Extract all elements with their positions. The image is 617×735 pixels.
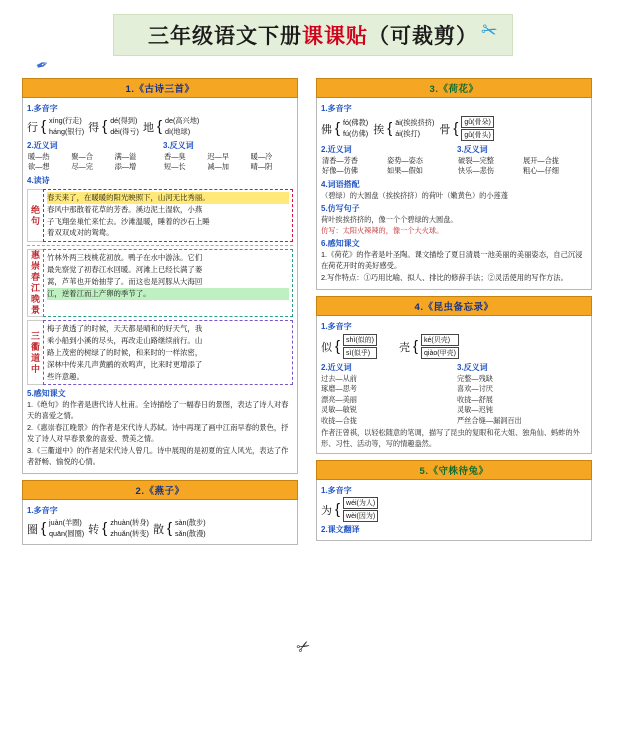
brace-icon: { — [102, 117, 108, 135]
duoyin-reading: zhuǎn(转变) — [110, 529, 149, 539]
label-duoyinzi-1: 1.多音字 — [27, 104, 58, 113]
word-pair: 粗心—仔细 — [523, 166, 559, 176]
gankuai-item: 2.写作特点：①巧用比喻、拟人、排比的修辞手法；②灵活使用的写作方法。 — [321, 273, 568, 283]
label-jinyici-1: 2.近义词 — [27, 141, 58, 150]
lesson-3-block — [316, 98, 592, 290]
poem-text — [43, 249, 293, 317]
duoyin-item — [321, 334, 377, 359]
fangxie-answer: 仿写：太阳火辣辣的，像一个大火球。 — [321, 225, 444, 235]
lesson-5-block — [316, 480, 592, 541]
brace-icon: { — [413, 337, 419, 355]
duoyin-item — [321, 497, 587, 522]
duoyin-item — [27, 518, 84, 539]
duoyin-char: 圈 — [27, 523, 38, 536]
gankuai-item: 3.《三衢道中》的作者是宋代诗人曾几。诗中展现的是初夏的宜人风光，表达了作者舒畅、愉悦的心情。 — [27, 446, 289, 467]
duoyin-char: 转 — [88, 523, 100, 536]
brace-icon: { — [102, 519, 108, 537]
word-pair: 短—长 — [164, 162, 186, 172]
label-fanyici-4: 3.反义词 — [457, 363, 488, 372]
duoyin-reading: dé(得到) — [110, 116, 138, 125]
gankuai-item: 2.《惠崇春江晚景》的作者是宋代诗人苏轼。诗中再现了画中江南早春的景色，抒发了诗人对早春景象的喜爱、赞美之情。 — [27, 423, 289, 444]
word-pair: 喜欢—讨厌 — [457, 384, 493, 394]
label-gankuai-1: 5.感知课文 — [27, 389, 66, 399]
poem-line: 些许意趣。 — [47, 371, 84, 381]
lesson-5-header: 5.《守株待兔》 — [316, 460, 592, 480]
pen-flourish-icon: ✒ — [33, 55, 52, 76]
lesson-2-header: 2.《燕子》 — [22, 480, 298, 500]
page-title — [148, 20, 478, 50]
duoyin-item — [321, 116, 368, 141]
poem-jueju — [27, 189, 293, 242]
poem-title: 绝句 — [27, 189, 43, 242]
word-pair: 琢磨—思考 — [321, 384, 357, 394]
syn-ant-row-3 — [321, 142, 587, 177]
duoyin-char: 骨 — [439, 123, 451, 136]
word-pair: 减—加 — [207, 162, 229, 172]
duoyin-reading: děi(得亏) — [110, 127, 139, 136]
poem-line: 乘小船到小溪的尽头，再改走山路继续前行。山 — [47, 336, 203, 346]
word-pair: 添—增 — [114, 162, 137, 172]
word-pair: 完整—残缺 — [457, 374, 493, 383]
poem-line: 春天来了，在暖暖的阳光映照下，山河无比秀丽。 — [47, 192, 289, 204]
duoyin-char: 似 — [321, 341, 332, 354]
label-duoyinzi-3: 1.多音字 — [321, 104, 352, 113]
duoyin-reading: juàn(羊圈) — [49, 518, 82, 528]
label-keyifanyi: 2.课文翻译 — [321, 525, 360, 535]
duoyin-group-3 — [321, 115, 587, 142]
gankuai-item: 1.《荷花》的作者是叶圣陶。课文描绘了夏日清晨一池美丽的美丽姿态，自己沉浸在荷花开时的美好感受。 — [321, 250, 583, 271]
poem-line: 着双双成对的鸳鸯。 — [47, 228, 114, 238]
right-column — [316, 78, 592, 541]
duoyin-reading: de(高兴地) — [164, 116, 200, 125]
duoyin-reading: háng(银行) — [49, 127, 85, 136]
word-pair: 严丝合缝—漏洞百出 — [457, 415, 522, 425]
page-title-band — [113, 14, 513, 56]
title-red: 课课贴 — [302, 24, 368, 48]
lesson-4-header: 4.《昆虫备忘录》 — [316, 296, 592, 316]
duoyin-char: 散 — [152, 523, 164, 536]
syn-ant-row-4 — [321, 360, 587, 426]
duoyin-char: 得 — [88, 121, 100, 134]
label-dushi: 4.读诗 — [27, 175, 50, 185]
duoyin-char: 壳 — [399, 341, 411, 354]
word-pair: 暖—热 — [28, 152, 50, 161]
fanyici-table-3 — [457, 156, 587, 177]
label-duoyinzi-5: 1.多音字 — [321, 486, 352, 496]
word-pair: 满—溢 — [114, 152, 137, 161]
duoyin-reading: gǔ(骨朵) — [461, 116, 493, 128]
poem-line: 深林中传来几声黄鹂的欢鸣声，比来时更增添了 — [47, 359, 203, 369]
jinyici-table-1 — [27, 152, 157, 173]
poem-line: 路上茂密的树绿了的时候，和来时的一样浓密， — [47, 347, 203, 357]
duoyin-reading: ái(挨打) — [395, 129, 420, 138]
brace-icon: { — [453, 119, 459, 137]
duoyin-reading: fú(仿佛) — [343, 129, 369, 138]
duoyin-item — [373, 116, 434, 141]
lesson-1-header: 1.《古诗三首》 — [22, 78, 298, 98]
word-pair: 晴—阴 — [250, 162, 273, 172]
poem-huichong — [27, 249, 293, 317]
duoyin-reading: dì(地球) — [164, 127, 191, 136]
fanyici-table-1 — [163, 152, 293, 173]
word-pair: 清香—芳香 — [322, 156, 358, 165]
brace-icon: { — [335, 500, 341, 518]
poem-line: 最先察觉了初春江水回暖。河滩上已经长满了蒌 — [47, 265, 203, 275]
word-pair: 灵敏—敏锐 — [321, 405, 357, 415]
duoyin-char: 佛 — [321, 123, 332, 136]
poem-title: 三衢道中 — [27, 320, 43, 385]
lesson-1-block — [22, 98, 298, 474]
lesson-4-block — [316, 316, 592, 454]
label-jinyici-3: 2.近义词 — [321, 145, 352, 154]
duoyin-char: 行 — [27, 121, 38, 134]
poem-title: 惠崇春江晚景 — [27, 249, 43, 317]
label-gankuai-3: 6.感知课文 — [321, 239, 360, 249]
divider — [27, 245, 293, 246]
duoyin-char: 地 — [142, 121, 154, 134]
word-pair: 漂亮—美丽 — [321, 394, 357, 404]
brace-icon: { — [166, 519, 172, 537]
word-pair: 过去—从前 — [321, 374, 357, 383]
word-pair: 聚—合 — [71, 152, 93, 161]
jinyici-table-3 — [321, 156, 451, 177]
brace-icon: { — [41, 519, 47, 537]
duoyin-reading: wèi(因为) — [343, 510, 378, 522]
poem-text — [43, 189, 293, 242]
duoyin-item — [88, 518, 149, 539]
duoyin-reading: zhuàn(转身) — [110, 518, 149, 528]
duoyin-reading: sǎn(散漫) — [174, 529, 206, 539]
label-fangxie: 5.仿写句子 — [321, 204, 360, 214]
word-pair: 迟—早 — [207, 152, 229, 161]
word-pair: 暖—冷 — [250, 152, 273, 161]
brace-icon: { — [387, 119, 393, 137]
label-jinyici-4: 2.近义词 — [321, 363, 352, 372]
duoyin-item — [399, 334, 459, 359]
poem-line: 春风中那散着花草的芳香。溪边泥土湿软，小燕 — [47, 204, 203, 214]
duoyin-group-2 — [27, 517, 293, 540]
duoyin-reading: xíng(行走) — [49, 116, 82, 125]
brace-icon: { — [335, 119, 341, 137]
word-pair: 收拢—合拢 — [321, 415, 357, 425]
word-pair: 展开—合拢 — [523, 156, 559, 165]
word-pair: 收拢—舒展 — [457, 394, 493, 404]
duoyin-reading: quān(圆圈) — [49, 529, 85, 539]
title-main: 三年级语文下册 — [148, 24, 302, 48]
word-pair: 快乐—悲伤 — [458, 166, 494, 176]
syn-ant-row-1 — [27, 138, 293, 173]
duoyin-reading: fó(佛教) — [343, 118, 369, 127]
duoyin-reading: qiào(甲壳) — [421, 347, 459, 359]
poem-line: 蒿，芦苇也开始抽芽了。而这也是河豚从大海回 — [47, 276, 203, 286]
brace-icon: { — [156, 117, 162, 135]
duoyin-item — [27, 116, 84, 137]
duoyin-item — [439, 116, 493, 141]
duoyin-reading: āi(挨挨挤挤) — [395, 118, 435, 127]
scissors-icon: ✂ — [478, 19, 500, 44]
poem-line: 子飞翔垒巢忙来忙去。沙滩温暖，睡着的沙石上睡 — [47, 216, 210, 226]
poem-sanqu — [27, 320, 293, 385]
duoyin-group-4 — [321, 333, 587, 360]
gankuai-item: 1.《绝句》的作者是唐代诗人杜甫。全诗描绘了一幅春日的景图，表达了诗人对春天的喜爱之情。 — [27, 400, 289, 421]
left-column — [22, 78, 298, 545]
duoyin-reading: sì(似乎) — [343, 347, 377, 359]
duoyin-reading: gǔ(骨头) — [461, 129, 493, 141]
label-ciyu-dapei: 4.词语搭配 — [321, 179, 360, 189]
duoyin-reading: ké(贝壳) — [421, 334, 459, 346]
title-suffix: （可裁剪） — [368, 24, 478, 48]
duoyin-char: 挨 — [373, 123, 385, 136]
duoyin-group-1 — [27, 115, 293, 138]
duoyin-reading: sàn(散步) — [174, 518, 206, 528]
scissors-icon-2: ✂ — [293, 636, 315, 659]
word-pair: 欲—想 — [28, 162, 50, 172]
gankuai-item: 作者汪曾祺，以轻松随意的笔调，描写了昆虫的复眼和花大姐、独角仙、蚂蚱的外形、习性、活动等，写的情趣盎然。 — [321, 428, 580, 448]
label-duoyinzi-2: 1.多音字 — [27, 506, 58, 516]
poem-line: 江，逆着江而上产卵的季节了。 — [47, 288, 289, 300]
dapei-text: （碧绿）的大圆盘（挨挨挤挤）的荷叶（嫩黄色）的小莲蓬 — [321, 190, 508, 200]
duoyin-item — [88, 116, 139, 137]
poem-line: 梅子黄透了的时候，天天都是晴和的好天气，我 — [47, 324, 203, 334]
brace-icon: { — [335, 337, 341, 355]
word-pair: 姿势—姿态 — [387, 156, 423, 165]
label-fanyici-3: 3.反义词 — [457, 145, 488, 154]
lesson-3-header: 3.《荷花》 — [316, 78, 592, 98]
brace-icon: { — [41, 117, 47, 135]
word-pair: 如果—假如 — [387, 166, 423, 176]
poem-text — [43, 320, 293, 385]
duoyin-item — [143, 116, 199, 137]
duoyin-item — [153, 518, 206, 539]
word-pair: 尽—完 — [71, 162, 93, 172]
word-pair: 好像—仿佛 — [322, 166, 358, 176]
word-pair: 破裂—完整 — [458, 156, 494, 165]
poem-line: 竹林外两三枝桃花初放。鸭子在水中游泳。它们 — [47, 253, 203, 263]
duoyin-char: 为 — [321, 504, 332, 517]
duoyin-reading: shì(似的) — [343, 334, 377, 346]
word-pair: 香—臭 — [164, 152, 186, 161]
label-fanyici-1: 3.反义词 — [163, 141, 194, 150]
lesson-2-block — [22, 500, 298, 545]
word-pair: 灵敏—迟钝 — [457, 405, 493, 415]
label-duoyinzi-4: 1.多音字 — [321, 322, 352, 331]
fangxie-source: 荷叶挨挨挤挤的，像一个个碧绿的大圆盘。 — [321, 215, 458, 225]
duoyin-reading: wéi(为人) — [343, 497, 378, 509]
